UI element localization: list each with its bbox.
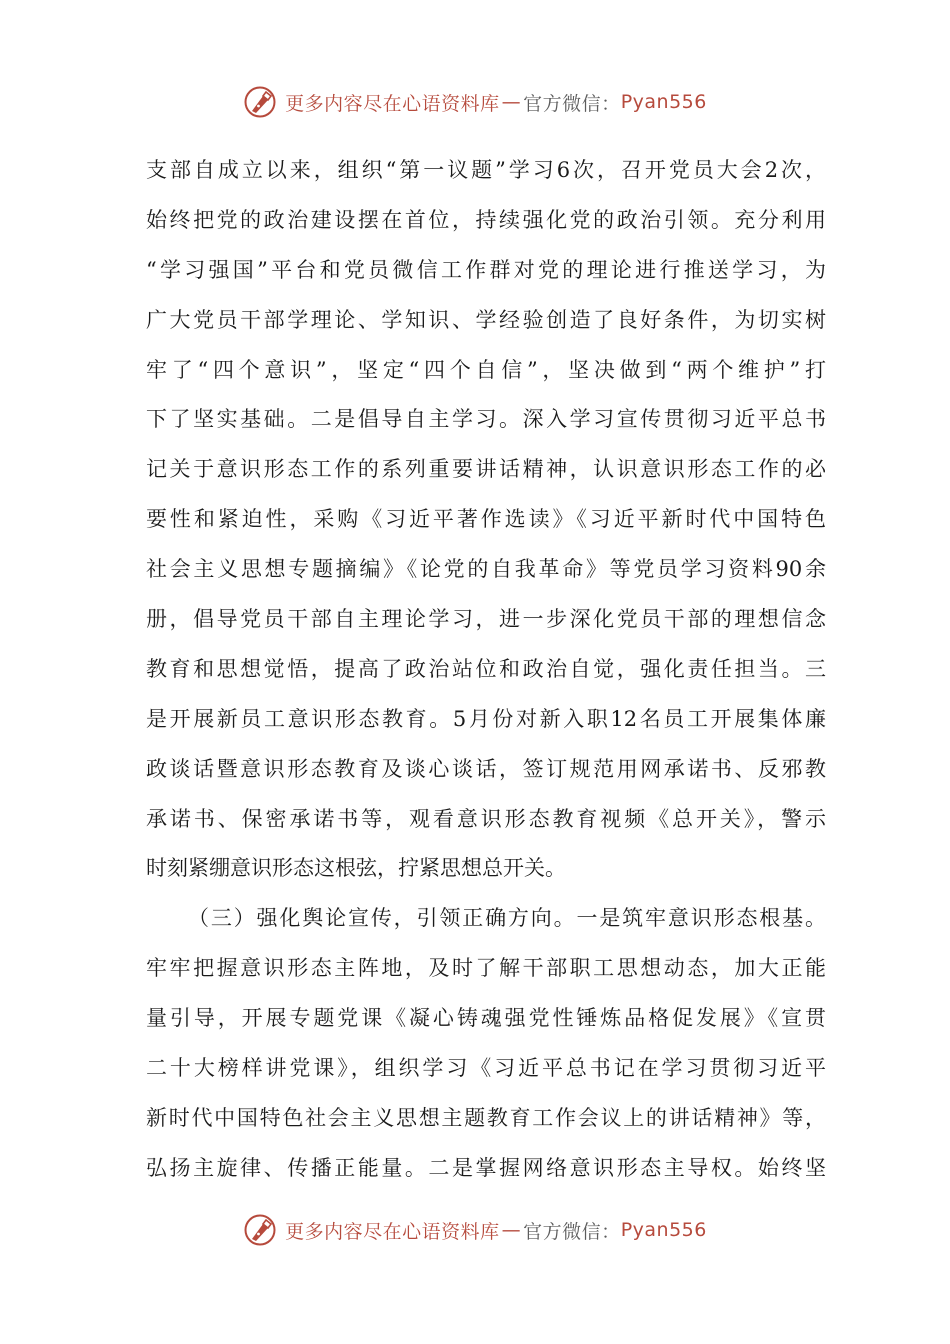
body-line: 教育和思想觉悟，提高了政治站位和政治自觉，强化责任担当。三 — [146, 656, 826, 681]
body-line: 弘扬主旋律、传播正能量。二是掌握网络意识形态主导权。始终坚 — [146, 1155, 826, 1180]
watermark-dash: — — [501, 91, 522, 113]
pen-nib-circle-icon — [243, 1213, 277, 1247]
body-line: 下了坚实基础。二是倡导自主学习。深入学习宣传贯彻习近平总书 — [146, 407, 826, 432]
body-line: 承诺书、保密承诺书等，观看意识形态教育视频《总开关》，警示 — [146, 806, 826, 831]
body-line: 册，倡导党员干部自主理论学习，进一步深化党员干部的理想信念 — [146, 607, 826, 632]
body-line: 是开展新员工意识形态教育。5月份对新入职12名员工开展集体廉 — [146, 706, 826, 731]
body-line: 新时代中国特色社会主义思想主题教育工作会议上的讲话精神》等， — [146, 1105, 826, 1130]
watermark-account: Pyan556 — [620, 1219, 707, 1241]
document-body — [146, 146, 826, 1194]
body-line: 牢牢把握意识形态主阵地，及时了解干部职工思想动态，加大正能 — [146, 956, 826, 981]
section-heading-line: （三）强化舆论宣传，引领正确方向。一是筑牢意识形态根基。 — [188, 906, 826, 931]
watermark-account: Pyan556 — [620, 91, 707, 113]
watermark-title: 更多内容尽在心语资料库 — [285, 92, 500, 115]
watermark-label: 官方微信： — [523, 92, 621, 115]
body-line: 政谈话暨意识形态教育及谈心谈话，签订规范用网承诺书、反邪教 — [146, 756, 826, 781]
body-line: 牢了“四个意识”，坚定“四个自信”，坚决做到“两个维护”打 — [146, 357, 826, 382]
footer-watermark — [0, 1208, 950, 1252]
watermark-dash: — — [501, 1219, 522, 1241]
watermark-label: 官方微信： — [523, 1220, 621, 1243]
pen-nib-circle-icon — [243, 85, 277, 119]
body-line: “学习强国”平台和党员微信工作群对党的理论进行推送学习，为 — [146, 257, 826, 282]
watermark-title: 更多内容尽在心语资料库 — [285, 1220, 500, 1243]
body-line: 社会主义思想专题摘编》《论党的自我革命》等党员学习资料90余 — [146, 557, 826, 582]
body-line: 二十大榜样讲党课》，组织学习《习近平总书记在学习贯彻习近平 — [146, 1056, 826, 1081]
body-line: 记关于意识形态工作的系列重要讲话精神，认识意识形态工作的必 — [146, 457, 826, 482]
body-line: 支部自成立以来，组织“第一议题”学习6次，召开党员大会2次， — [146, 158, 826, 182]
body-line: 量引导，开展专题党课《凝心铸魂强党性锤炼品格促发展》《宣贯 — [146, 1006, 826, 1031]
body-line: 广大党员干部学理论、学知识、学经验创造了良好条件，为切实树 — [146, 307, 826, 332]
header-watermark — [0, 80, 950, 124]
body-line: 时刻紧绷意识形态这根弦，拧紧思想总开关。 — [146, 856, 566, 881]
body-line: 始终把党的政治建设摆在首位，持续强化党的政治引领。充分利用 — [146, 207, 826, 232]
body-line: 要性和紧迫性，采购《习近平著作选读》《习近平新时代中国特色 — [146, 507, 826, 532]
